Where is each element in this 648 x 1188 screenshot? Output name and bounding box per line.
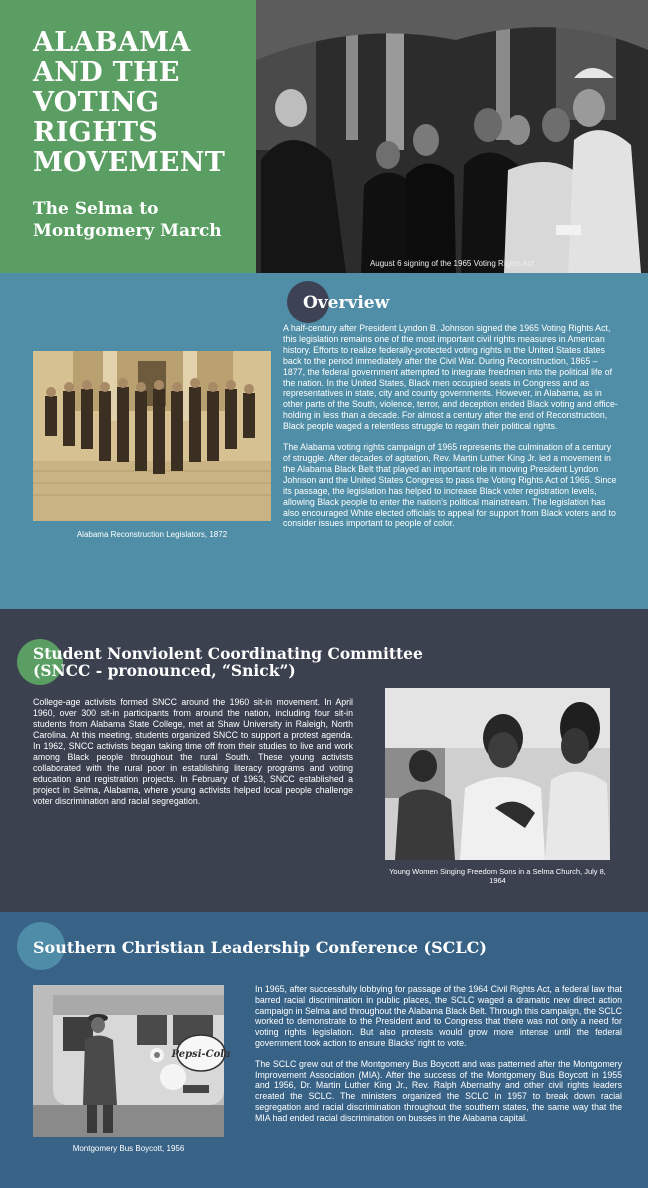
reconstruction-legislators-photo — [33, 351, 271, 521]
sclc-body — [255, 984, 622, 1134]
freedom-songs-caption: Young Women Singing Freedom Sons in a Selma Church, July 8, 1964 — [389, 867, 606, 885]
overview-section — [0, 273, 648, 609]
page-title: ALABAMA AND THE VOTING RIGHTS MOVEMENT — [33, 27, 226, 178]
title-block — [0, 0, 256, 273]
legislators-photo-caption: Alabama Reconstruction Legislators, 1872 — [76, 530, 228, 539]
sclc-paragraph: In 1965, after successfully lobbying for passage of the 1964 Civil Rights Act, a federal law that barred racial discrimination in public places, the SCLC waged a dramatic new direct action campaign in Selma and throughout the Alabama Black Belt. Through this campaign, the SCLC worked to demonstrate to the President and to Congress that there was not only a need for voting rights legislation. But also protests would grow more intense until the federal government took action to ensure Blacks’ right to vote. — [255, 984, 622, 1048]
bus-boycott-image — [33, 985, 231, 1137]
hero-photo-caption: August 6 signing of the 1965 Voting Rights Act — [369, 259, 535, 268]
bus-boycott-photo — [33, 985, 231, 1137]
sncc-body: College-age activists formed SNCC around the 1960 sit-in movement. In April 1960, over 300 sit-in participants from around the nation, including four sit-in students from Alabama State College, met at Shaw University in Raleigh, North Carolina. At this meeting, students organized SNCC to support a protest agenda. In 1962, SNCC activists began taking time off from their studies to live and work among Black people throughout the rural South. These young activists collaborated with the rural poor in establishing literacy programs and voting education and registration projects. In February of 1963, SNCC established a project in Selma, Alabama, where young activists helped local people challenge voter discrimination and racial segregation. — [33, 697, 353, 806]
sclc-paragraph: The SCLC grew out of the Montgomery Bus Boycott and was patterned after the Montgomery Improvement Association (MIA). After the success of the Montgomery Bus Boycott in 1955 and 1956, Dr. Martin Luther King Jr., Rev. Ralph Abernathy and other civil rights leaders created the SCLC. The ministers organized the SCLC in 1957 to break down racial segregation and racial discrimination throughout the southern states, the same way that the MIA had ended racial discrimination on busses in the Alabama capital. — [255, 1058, 622, 1123]
page-subtitle: The Selma to Montgomery March — [33, 199, 222, 241]
bus-boycott-caption: Montgomery Bus Boycott, 1956 — [72, 1144, 185, 1153]
hero-photo — [256, 0, 648, 273]
singing-women-image — [385, 688, 610, 860]
sclc-heading: Southern Christian Leadership Conference (SCLC) — [33, 938, 487, 957]
overview-paragraph: A half-century after President Lyndon B. Johnson signed the 1965 Voting Rights Act, this legislation remains one of the most important civil rights measures in American history. Efforts to realize federally-protected voting rights in the United States dates back to the period immediately after the Civil War. During Reconstruction, 1865 – 1877, the federal government attempted to integrate freedmen into the political life of the nation. In the United States, Black men occupied seats in Congress and as representatives in state, city and county governments. However, in Alabama, as in other parts of the South, violence, terror, and deception ended Black voting and office-holding in less than a decade. For almost a century after the end of Reconstruction, Black people waged a relentless struggle to regain their political rights. — [283, 323, 618, 432]
freedom-songs-photo — [385, 688, 610, 860]
sclc-section — [0, 912, 648, 1188]
overview-heading: Overview — [303, 293, 390, 313]
sncc-heading: Student Nonviolent Coordinating Committee (SNCC - pronounced, “Snick”) — [33, 644, 423, 680]
overview-paragraph: The Alabama voting rights campaign of 1965 represents the culmination of a century of struggle. After decades of agitation, Rev. Martin Luther King Jr. led a movement in the Alabama Black Belt that played an important role in moving President Lyndon Johnson and the United States Congress to pass the Voting Rights Act of 1965. Since its passage, the legislation has helped to increase Black voter registration levels, allowing Black people to enter the nation’s political mainstream. The legislation has also encouraged White elected officials to appeal for support from Black voters and to consider issues important to people of color. — [283, 442, 617, 529]
header — [0, 0, 648, 273]
pepsi-sign-text: Pepsi-Cola — [171, 1049, 231, 1060]
overview-body — [283, 323, 620, 539]
legislators-image — [33, 351, 271, 521]
signing-ceremony-image — [256, 0, 648, 273]
sncc-section — [0, 609, 648, 912]
